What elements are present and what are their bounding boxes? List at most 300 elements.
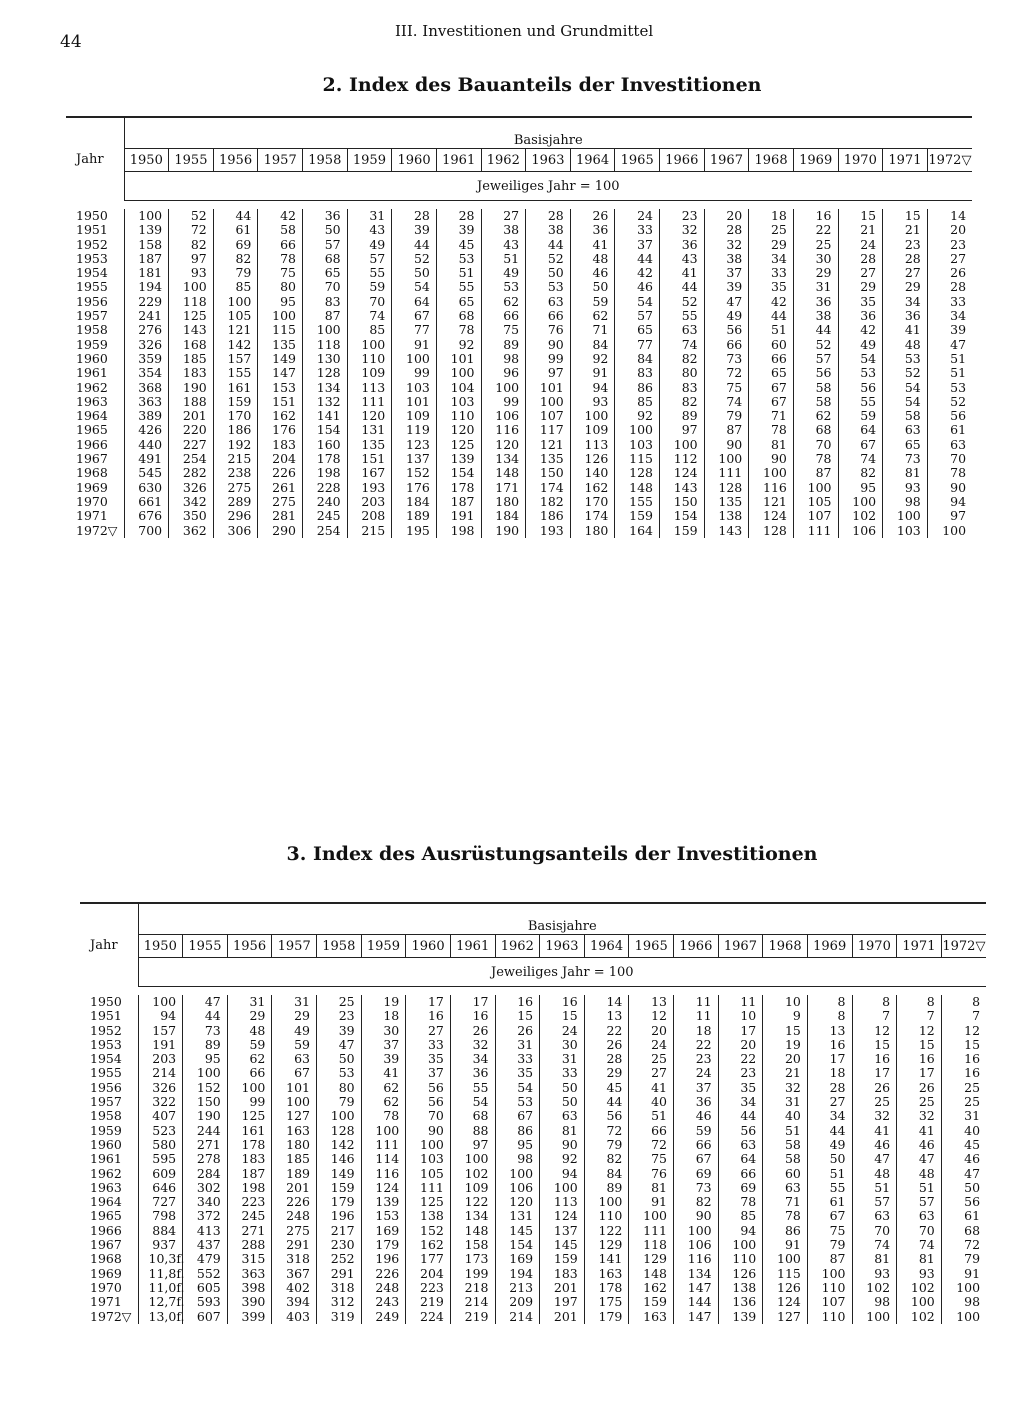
index-value: 59: [838, 409, 883, 423]
index-value: 89: [584, 1181, 629, 1195]
index-value: 139: [436, 452, 481, 466]
table-row: [80, 1081, 986, 1095]
index-value: 95: [258, 295, 303, 309]
index-value: 98: [852, 1295, 897, 1309]
index-value: 55: [660, 309, 705, 323]
index-value: 34: [883, 295, 928, 309]
index-value: 227: [169, 438, 214, 452]
index-value: 75: [704, 381, 749, 395]
index-value: 159: [615, 509, 660, 523]
index-value: 33: [749, 266, 794, 280]
index-value: 45: [584, 1081, 629, 1095]
index-value: 226: [258, 466, 303, 480]
index-value: 29: [584, 1066, 629, 1080]
table-row: [80, 1310, 986, 1324]
index-value: 52: [169, 209, 214, 223]
index-value: 58: [258, 223, 303, 237]
index-value: 113: [347, 381, 392, 395]
index-value: 103: [615, 438, 660, 452]
index-value: 127: [763, 1310, 808, 1324]
index-value: 9: [763, 1009, 808, 1023]
index-value: 176: [258, 423, 303, 437]
table-row: [66, 381, 972, 395]
row-year: 1964: [80, 1195, 138, 1209]
index-value: 153: [258, 381, 303, 395]
index-value: 189: [392, 509, 437, 523]
index-value: 100: [941, 1281, 986, 1295]
index-value: 128: [303, 366, 348, 380]
index-value: 479: [183, 1252, 228, 1266]
index-value: 78: [749, 423, 794, 437]
index-value: 17: [718, 1024, 763, 1038]
year-column-header: Jahr: [80, 903, 138, 987]
index-value: 20: [927, 223, 972, 237]
index-value: 100: [317, 1109, 362, 1123]
index-value: 223: [406, 1281, 451, 1295]
table-row: [80, 1138, 986, 1152]
index-value: 214: [450, 1295, 495, 1309]
index-value: 64: [392, 295, 437, 309]
index-value: 29: [838, 280, 883, 294]
base-year-header: 1950: [138, 935, 183, 958]
index-value: 57: [852, 1195, 897, 1209]
row-year: 1967: [80, 1238, 138, 1252]
index-value: 116: [361, 1167, 406, 1181]
index-value: 127: [272, 1109, 317, 1123]
index-value: 32: [852, 1109, 897, 1123]
index-value: 111: [406, 1181, 451, 1195]
index-value: 94: [927, 495, 972, 509]
index-value: 55: [807, 1181, 852, 1195]
index-value: 41: [629, 1081, 674, 1095]
index-value: 102: [852, 1281, 897, 1295]
index-value: 89: [481, 338, 526, 352]
index-value: 129: [584, 1238, 629, 1252]
index-value: 56: [718, 1124, 763, 1138]
table-row: [66, 495, 972, 509]
index-value: 65: [615, 323, 660, 337]
index-value: 142: [213, 338, 258, 352]
index-value: 64: [718, 1152, 763, 1166]
index-value: 99: [392, 366, 437, 380]
index-value: 33: [615, 223, 660, 237]
index-value: 47: [317, 1038, 362, 1052]
index-value: 38: [704, 252, 749, 266]
index-value: 163: [629, 1310, 674, 1324]
index-value: 99: [227, 1095, 272, 1109]
base-year-header: 1967: [718, 935, 763, 958]
index-value: 55: [436, 280, 481, 294]
index-value: 15: [838, 209, 883, 223]
index-value: 326: [124, 338, 169, 352]
index-value: 168: [169, 338, 214, 352]
index-value: 67: [495, 1109, 540, 1123]
base-year-header: 1960: [392, 149, 437, 172]
index-value: 97: [660, 423, 705, 437]
index-value: 65: [436, 295, 481, 309]
index-value: 90: [704, 438, 749, 452]
index-value: 73: [704, 352, 749, 366]
index-value: 44: [807, 1124, 852, 1138]
base-year-header: 1955: [183, 935, 228, 958]
index-value: 103: [392, 381, 437, 395]
table-row: [80, 1281, 986, 1295]
index-value: 47: [941, 1167, 986, 1181]
row-year: 1968: [66, 466, 124, 480]
index-value: 146: [317, 1152, 362, 1166]
index-value: 65: [749, 366, 794, 380]
index-value: 58: [763, 1152, 808, 1166]
index-value: 92: [540, 1152, 585, 1166]
index-value: 271: [183, 1138, 228, 1152]
index-value: 15: [883, 209, 928, 223]
index-value: 291: [272, 1238, 317, 1252]
index-value: 68: [793, 423, 838, 437]
index-value: 113: [570, 438, 615, 452]
index-value: 97: [927, 509, 972, 523]
index-value: 8: [852, 995, 897, 1009]
base-year-header: 1959: [347, 149, 392, 172]
index-value: 24: [615, 209, 660, 223]
index-value: 16: [406, 1009, 451, 1023]
index-value: 120: [481, 438, 526, 452]
index-value: 141: [584, 1252, 629, 1266]
index-value: 159: [540, 1252, 585, 1266]
base-year-header: 1971: [883, 149, 928, 172]
index-value: 67: [749, 395, 794, 409]
index-value: 306: [213, 524, 258, 538]
index-value: 53: [927, 381, 972, 395]
base-year-header: 1970: [838, 149, 883, 172]
index-value: 46: [941, 1152, 986, 1166]
base-year-header: 1966: [674, 935, 719, 958]
index-value: 48: [883, 338, 928, 352]
index-value: 97: [169, 252, 214, 266]
index-value: 135: [704, 495, 749, 509]
index-value: 25: [793, 238, 838, 252]
index-value: 26: [570, 209, 615, 223]
index-value: 117: [526, 423, 571, 437]
index-value: 213: [495, 1281, 540, 1295]
index-value: 47: [852, 1152, 897, 1166]
index-value: 71: [749, 409, 794, 423]
index-value: 27: [481, 209, 526, 223]
index-value: 798: [138, 1209, 183, 1223]
index-value: 90: [540, 1138, 585, 1152]
index-value: 120: [436, 423, 481, 437]
index-value: 56: [406, 1095, 451, 1109]
index-value: 70: [927, 452, 972, 466]
index-value: 87: [303, 309, 348, 323]
index-value: 106: [838, 524, 883, 538]
index-value: 183: [227, 1152, 272, 1166]
index-value: 43: [660, 252, 705, 266]
index-value: 25: [852, 1095, 897, 1109]
row-year: 1969: [66, 481, 124, 495]
index-value: 11: [674, 1009, 719, 1023]
index-value: 41: [361, 1066, 406, 1080]
index-value: 99: [481, 395, 526, 409]
index-value: 196: [361, 1252, 406, 1266]
index-value: 275: [213, 481, 258, 495]
index-value: 28: [526, 209, 571, 223]
index-value: 52: [793, 338, 838, 352]
index-value: 43: [347, 223, 392, 237]
index-value: 31: [347, 209, 392, 223]
index-value: 91: [570, 366, 615, 380]
index-value: 51: [481, 252, 526, 266]
index-value: 62: [481, 295, 526, 309]
table-row: [66, 338, 972, 352]
index-value: 169: [495, 1252, 540, 1266]
index-value: 27: [629, 1066, 674, 1080]
index-value: 189: [272, 1167, 317, 1181]
index-value: 100: [258, 309, 303, 323]
index-value: 109: [450, 1181, 495, 1195]
index-value: 54: [495, 1081, 540, 1095]
table-row: [66, 466, 972, 480]
index-value: 100: [436, 366, 481, 380]
index-value: 372: [183, 1209, 228, 1223]
index-value: 163: [584, 1267, 629, 1281]
index-value: 22: [674, 1038, 719, 1052]
index-value: 78: [361, 1109, 406, 1123]
index-value: 57: [615, 309, 660, 323]
index-value: 340: [183, 1195, 228, 1209]
page-number: 44: [60, 32, 82, 52]
index-value: 50: [303, 223, 348, 237]
index-value: 18: [749, 209, 794, 223]
table-row: [80, 1224, 986, 1238]
index-value: 119: [392, 423, 437, 437]
index-value: 59: [347, 280, 392, 294]
index-value: 139: [718, 1310, 763, 1324]
index-value: 66: [704, 338, 749, 352]
table-row: [66, 452, 972, 466]
index-value: 21: [763, 1066, 808, 1080]
index-value: 106: [495, 1181, 540, 1195]
index-value: 39: [927, 323, 972, 337]
index-value: 82: [674, 1195, 719, 1209]
index-value: 224: [406, 1310, 451, 1324]
index-value: 109: [570, 423, 615, 437]
index-value: 140: [570, 466, 615, 480]
index-value: 54: [615, 295, 660, 309]
index-value: 175: [584, 1295, 629, 1309]
index-value: 150: [526, 466, 571, 480]
index-value: 184: [392, 495, 437, 509]
index-value: 354: [124, 366, 169, 380]
index-value: 72: [704, 366, 749, 380]
index-value: 389: [124, 409, 169, 423]
index-value: 252: [317, 1252, 362, 1266]
index-value: 58: [763, 1138, 808, 1152]
index-value: 74: [660, 338, 705, 352]
index-value: 10: [763, 995, 808, 1009]
index-value: 124: [763, 1295, 808, 1309]
index-value: 106: [481, 409, 526, 423]
index-value: 154: [303, 423, 348, 437]
index-value: 129: [629, 1252, 674, 1266]
index-value: 152: [183, 1081, 228, 1095]
index-value: 100: [660, 438, 705, 452]
table-row: [80, 1124, 986, 1138]
row-year: 1950: [80, 995, 138, 1009]
index-value: 11: [718, 995, 763, 1009]
table-row: [66, 323, 972, 337]
index-value: 70: [347, 295, 392, 309]
index-value: 126: [718, 1267, 763, 1281]
index-value: 27: [883, 266, 928, 280]
index-value: 100: [272, 1095, 317, 1109]
index-value: 60: [763, 1167, 808, 1181]
index-value: 89: [660, 409, 705, 423]
index-value: 51: [629, 1109, 674, 1123]
index-value: 73: [883, 452, 928, 466]
index-value: 158: [124, 238, 169, 252]
index-value: 33: [927, 295, 972, 309]
index-value: 209: [495, 1295, 540, 1309]
index-value: 19: [361, 995, 406, 1009]
base-year-header: 1969: [793, 149, 838, 172]
index-value: 107: [793, 509, 838, 523]
index-value: 41: [883, 323, 928, 337]
index-value: 148: [481, 466, 526, 480]
index-value: 96: [481, 366, 526, 380]
index-value: 15: [763, 1024, 808, 1038]
index-value: 230: [317, 1238, 362, 1252]
index-value: 580: [138, 1138, 183, 1152]
index-value: 37: [361, 1038, 406, 1052]
base-year-header: 1972▽: [927, 149, 972, 172]
base-year-header: 1965: [629, 935, 674, 958]
index-value: 363: [227, 1267, 272, 1281]
index-value: 32: [704, 238, 749, 252]
index-value: 147: [258, 366, 303, 380]
index-value: 243: [361, 1295, 406, 1309]
index-value: 17: [807, 1052, 852, 1066]
index-value: 49: [704, 309, 749, 323]
index-value: 111: [361, 1138, 406, 1152]
index-value: 34: [450, 1052, 495, 1066]
row-year: 1959: [66, 338, 124, 352]
index-value: 34: [927, 309, 972, 323]
index-value: 367: [272, 1267, 317, 1281]
index-value: 142: [317, 1138, 362, 1152]
index-value: 81: [540, 1124, 585, 1138]
table-row: [80, 1009, 986, 1023]
table-row: [66, 309, 972, 323]
index-value: 90: [526, 338, 571, 352]
index-value: 162: [570, 481, 615, 495]
index-value: 39: [392, 223, 437, 237]
index-value: 58: [793, 395, 838, 409]
table-row: [80, 1295, 986, 1309]
index-value: 16: [941, 1052, 986, 1066]
index-value: 32: [660, 223, 705, 237]
basis-years-header: Basisjahre: [124, 117, 972, 149]
index-value: 54: [883, 381, 928, 395]
index-value: 152: [392, 466, 437, 480]
index-value: 16: [941, 1066, 986, 1080]
table-row: [66, 266, 972, 280]
index-value: 359: [124, 352, 169, 366]
index-value: 75: [258, 266, 303, 280]
index-value: 103: [406, 1152, 451, 1166]
index-value: 100: [763, 1252, 808, 1266]
table-row: [80, 1024, 986, 1038]
index-value: 28: [883, 252, 928, 266]
index-value: 94: [718, 1224, 763, 1238]
index-value: 21: [883, 223, 928, 237]
index-value: 8: [941, 995, 986, 1009]
index-value: 110: [347, 352, 392, 366]
index-value: 115: [258, 323, 303, 337]
base-year-header: 1965: [615, 149, 660, 172]
index-value: 25: [317, 995, 362, 1009]
index-value: 24: [674, 1066, 719, 1080]
index-value: 78: [793, 452, 838, 466]
index-value: 36: [838, 309, 883, 323]
index-value: 125: [169, 309, 214, 323]
index-value: 102: [838, 509, 883, 523]
index-value: 62: [361, 1081, 406, 1095]
table-row: [66, 409, 972, 423]
index-value: 214: [138, 1066, 183, 1080]
base-year-header: 1961: [450, 935, 495, 958]
index-value: 42: [615, 266, 660, 280]
index-value: 70: [852, 1224, 897, 1238]
row-year: 1951: [66, 223, 124, 237]
table-row: [66, 238, 972, 252]
index-value: 85: [615, 395, 660, 409]
row-year: 1951: [80, 1009, 138, 1023]
index-value: 61: [941, 1209, 986, 1223]
index-value: 72: [629, 1138, 674, 1152]
index-value: 188: [169, 395, 214, 409]
index-value: 190: [481, 524, 526, 538]
index-value: 15: [852, 1038, 897, 1052]
index-value: 437: [183, 1238, 228, 1252]
index-value: 51: [927, 366, 972, 380]
index-value: 46: [852, 1138, 897, 1152]
index-value: 884: [138, 1224, 183, 1238]
index-value: 36: [793, 295, 838, 309]
index-value: 80: [317, 1081, 362, 1095]
index-value: 30: [361, 1024, 406, 1038]
index-value: 59: [272, 1038, 317, 1052]
index-value: 100: [526, 395, 571, 409]
index-value: 120: [347, 409, 392, 423]
index-value: 18: [361, 1009, 406, 1023]
index-value: 99: [526, 352, 571, 366]
index-value: 56: [406, 1081, 451, 1095]
index-value: 15: [495, 1009, 540, 1023]
index-value: 100: [183, 1066, 228, 1080]
index-value: 66: [718, 1167, 763, 1181]
row-year: 1953: [80, 1038, 138, 1052]
index-value: 90: [674, 1209, 719, 1223]
index-value: 25: [941, 1081, 986, 1095]
index-value: 94: [540, 1167, 585, 1181]
index-value: 74: [704, 395, 749, 409]
index-value: 32: [897, 1109, 942, 1123]
index-value: 552: [183, 1267, 228, 1281]
index-value: 66: [227, 1066, 272, 1080]
base-year-header: 1958: [317, 935, 362, 958]
index-value: 14: [584, 995, 629, 1009]
index-value: 105: [213, 309, 258, 323]
